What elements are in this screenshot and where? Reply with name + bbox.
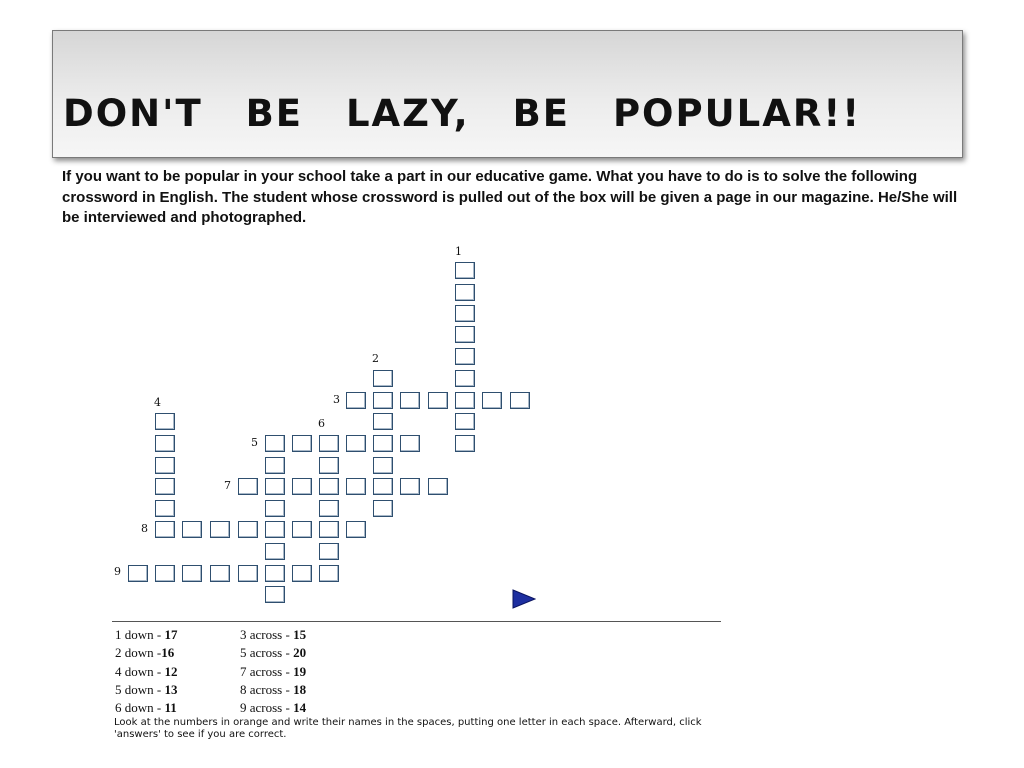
crossword-cell[interactable] [155,521,175,538]
crossword-cell[interactable] [155,457,175,474]
clue-1-down: 1 down - 17 [115,627,178,642]
crossword-cell[interactable] [292,521,312,538]
clue-2-down: 2 down -16 [115,645,175,660]
crossword-cell[interactable] [482,392,502,409]
crossword-cell[interactable] [455,370,475,387]
crossword-cell[interactable] [373,457,393,474]
clue-9-across: 9 across - 14 [240,700,307,715]
clue-6-down: 6 down - 11 [115,700,177,715]
crossword-cell[interactable] [265,435,285,452]
crossword-cell[interactable] [346,478,366,495]
clue-number-3: 3 [333,393,340,406]
crossword-cell[interactable] [265,457,285,474]
crossword-cell[interactable] [319,500,339,517]
clue-number-1: 1 [455,245,462,258]
crossword-cell[interactable] [265,500,285,517]
slide-title: DON'T BE LAZY, BE POPULAR!! [63,92,862,135]
divider-line [112,621,721,622]
crossword-cell[interactable] [319,457,339,474]
crossword-cell[interactable] [373,435,393,452]
instructions-text: Look at the numbers in orange and write their names in the spaces, putting one letter in each space. Afterward, click 'answers' to see if you are correct. [114,717,702,740]
crossword-cell[interactable] [373,370,393,387]
clue-5-across: 5 across - 20 [240,645,307,660]
crossword-cell[interactable] [319,543,339,560]
crossword-cell[interactable] [400,392,420,409]
crossword-cell[interactable] [238,565,258,582]
crossword-cell[interactable] [455,413,475,430]
crossword-cell[interactable] [319,521,339,538]
crossword-cell[interactable] [155,565,175,582]
crossword-cell[interactable] [155,413,175,430]
crossword-cell[interactable] [373,500,393,517]
clue-4-down: 4 down - 12 [115,664,178,679]
clue-number-2: 2 [372,352,379,365]
clue-number-4: 4 [154,396,161,409]
clue-number-8: 8 [141,522,148,535]
crossword-cell[interactable] [292,565,312,582]
play-triangle-icon[interactable] [512,589,536,609]
crossword-cell[interactable] [182,565,202,582]
crossword-cell[interactable] [373,392,393,409]
clue-number-6: 6 [318,417,325,430]
crossword-cell[interactable] [292,478,312,495]
crossword-cell[interactable] [265,586,285,603]
crossword-cell[interactable] [210,521,230,538]
crossword-cell[interactable] [346,521,366,538]
clue-number-7: 7 [224,479,231,492]
crossword-cell[interactable] [373,478,393,495]
crossword-cell[interactable] [128,565,148,582]
crossword-cell[interactable] [238,478,258,495]
crossword-cell[interactable] [155,478,175,495]
crossword-cell[interactable] [292,435,312,452]
intro-paragraph: If you want to be popular in your school take a part in our educative game. What you have to do is to solve the following crossword in English. The student whose crossword is pulled out of the box will be given a page in our magazine. He/She will be interviewed and photographed. [62,168,958,226]
crossword-cell[interactable] [510,392,530,409]
crossword-cell[interactable] [455,305,475,322]
crossword-cell[interactable] [455,435,475,452]
clue-7-across: 7 across - 19 [240,664,307,679]
crossword-cell[interactable] [238,521,258,538]
crossword-cell[interactable] [319,565,339,582]
clue-3-across: 3 across - 15 [240,627,307,642]
crossword-cell[interactable] [319,435,339,452]
crossword-cell[interactable] [265,521,285,538]
crossword-cell[interactable] [319,478,339,495]
crossword-cell[interactable] [265,565,285,582]
crossword-cell[interactable] [182,521,202,538]
crossword-cell[interactable] [265,478,285,495]
crossword-cell[interactable] [455,326,475,343]
crossword-cell[interactable] [265,543,285,560]
clue-8-across: 8 across - 18 [240,682,307,697]
crossword-cell[interactable] [455,262,475,279]
crossword-cell[interactable] [455,284,475,301]
crossword-cell[interactable] [455,348,475,365]
crossword-cell[interactable] [428,392,448,409]
clue-5-down: 5 down - 13 [115,682,178,697]
crossword-cell[interactable] [400,435,420,452]
crossword-cell[interactable] [346,435,366,452]
crossword-cell[interactable] [210,565,230,582]
crossword-cell[interactable] [155,500,175,517]
crossword-cell[interactable] [455,392,475,409]
crossword-cell[interactable] [373,413,393,430]
crossword-cell[interactable] [155,435,175,452]
clue-number-5: 5 [251,436,258,449]
crossword-cell[interactable] [400,478,420,495]
crossword-cell[interactable] [428,478,448,495]
crossword-cell[interactable] [346,392,366,409]
clue-number-9: 9 [114,565,121,578]
